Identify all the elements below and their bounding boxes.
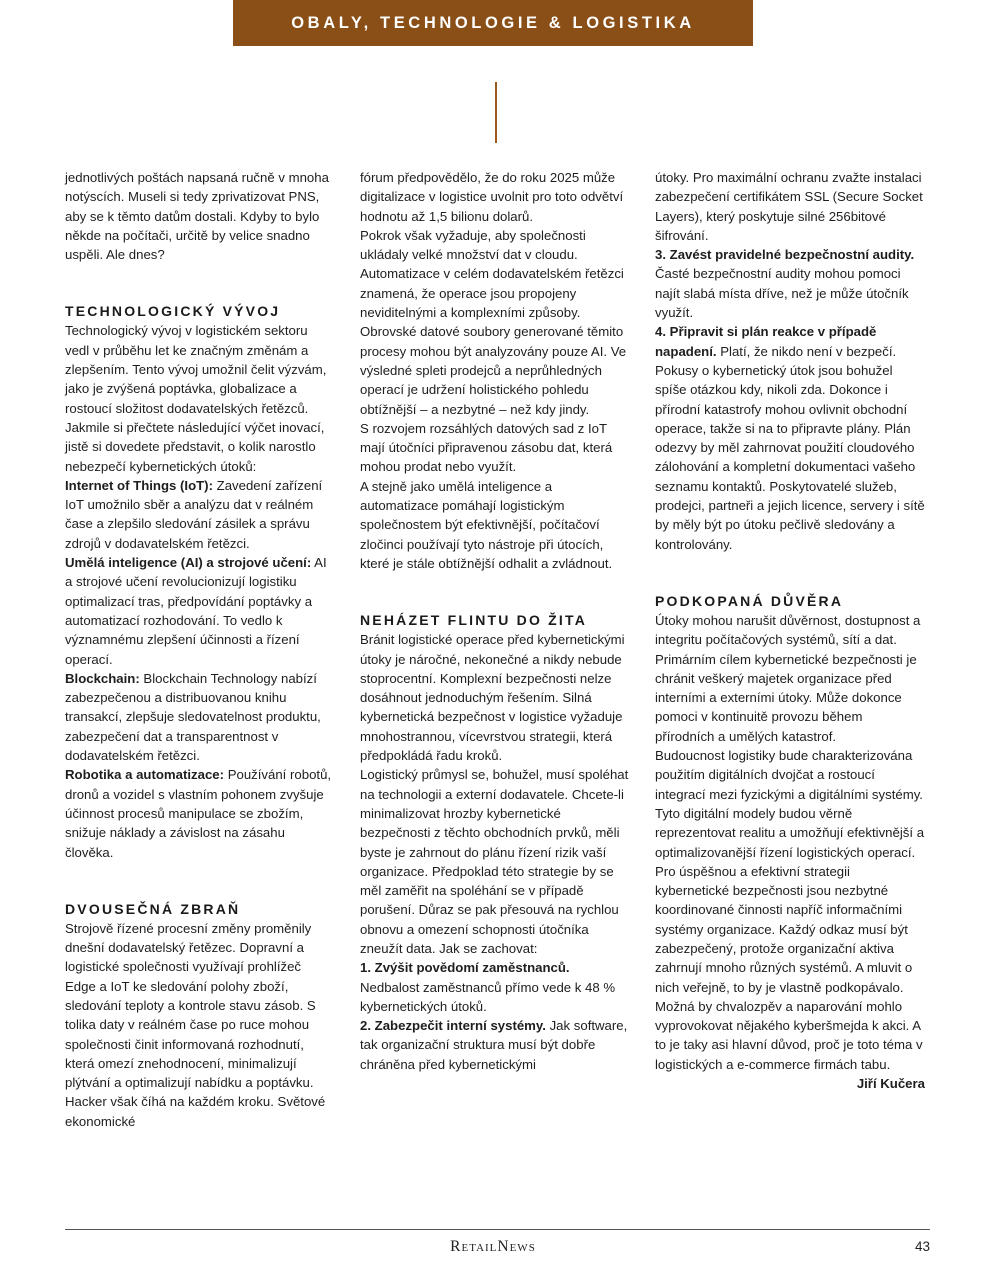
column-3 <box>655 168 925 1093</box>
item-label: Internet of Things (IoT): <box>65 477 213 493</box>
paragraph: Budoucnost logistiky bude charakterizována použitím digitálních dvojčat a rostoucí integrací mezi fyzickými a digitálními systémy. Tyto digitální modely budou věrně reprezentovat realitu a umožňují efektivnější a optimalizovanější řízení logistických operací. <box>655 748 925 860</box>
list-item-robotika <box>65 765 335 861</box>
footer-logo <box>0 1238 986 1256</box>
paragraph: Logistický průmysl se, bohužel, musí spoléhat na technologii a externí dodavatele. Chcete-li minimalizovat hrozby kybernetické bezpečnosti z těchto obchodních prvků, měli byste je zahrnout do plánu řízení rizik vaší organizace. Předpoklad této strategie by se měl zaměřit na spoléhání se v případě porušení. Důraz se pak přesouvá na rychlou obnovu a omezení schopnosti útočníka zneužít data. Jak se zachovat: <box>360 767 629 956</box>
heading-technologicky-vyvoj: TECHNOLOGICKÝ VÝVOJ <box>65 303 281 320</box>
footer-rule <box>65 1229 930 1230</box>
step-text: Časté bezpečnostní audity mohou pomoci najít slabá místa dříve, než je může útočník využít. <box>655 266 909 321</box>
step-3 <box>655 245 925 322</box>
list-item-iot <box>65 476 335 553</box>
list-item-blockchain <box>65 669 335 765</box>
page-number: 43 <box>914 1239 930 1254</box>
item-label: Blockchain: <box>65 670 140 686</box>
paragraph: A stejně jako umělá inteligence a automatizace pomáhají logistickým společnostem být efektivnější, počítačoví zločinci používají tyto nástroje při útocích, které je stále obtížnější odhalit a zvládnout. <box>360 478 613 571</box>
paragraph: Technologický vývoj v logistickém sektoru vedl v průběhu let ke značným změnám a zlepšením. Tento vývoj umožnil čelit výzvám, jako je zvýšená poptávka, globalizace a rostoucí složitost dodavatelských řetězců. Jakmile si přečtete následující výčet inovací, jistě si dovedete představit, o kolik narostlo nebezpečí kybernetických útoků: <box>65 323 327 474</box>
logo-text: RetailNews <box>450 1238 536 1255</box>
step-text: Platí, že nikdo není v bezpečí. Pokusy o kybernetický útok jsou bohužel spíše otázkou kdy, nikoli zda. Dokonce i přírodní katastrofy mohou ovlivnit obchodní operace, takže si na to připravte plány. Plán odezvy by měl zahrnovat použití cloudového zálohování a kompletní dokumentaci vašeho seznamu kontaktů. Poskytovatelé služeb, prodejci, partneři a jejich licence, servery i sítě by měly být po útoku pečlivě sledovány a kontrolovány. <box>655 343 925 552</box>
step-2 <box>360 1016 630 1074</box>
step-4 <box>655 322 925 554</box>
paragraph: Pokrok však vyžaduje, aby společnosti ukládaly velké množství dat v cloudu. Automatizace v celém dodavatelském řetězci znamená, že operace jsou propojeny neviditelnými a komplexními způsoby. Obrovské datové soubory generované těmito procesy mohou být analyzovány pouze AI. Ve výsledné spleti prodejců a neprůhledných operací je udržení holistického pohledu obtížnější – a nezbytné – než kdy jindy. <box>360 227 627 417</box>
paragraph: S rozvojem rozsáhlých datových sad z IoT mají útočníci připravenou zásobu dat, která mohou prodat nebo využít. <box>360 420 613 475</box>
item-text: Blockchain Technology nabízí zabezpečenou a distribuovanou knihu transakcí, zlepšuje sledovatelnost produktu, zabezpečení dat a transparentnost v dodavatelském řetězci. <box>65 670 321 764</box>
step-label: 4. Připravit si plán reakce v případě napadení. <box>655 324 877 359</box>
section-banner <box>233 0 753 46</box>
item-text: Zavedení zařízení IoT umožnilo sběr a analýzu dat v reálném čase a zlepšilo sledování zásilek a správu zdrojů v dodavatelském řetězci. <box>65 477 323 551</box>
section-title: OBALY, TECHNOLOGIE & LOGISTIKA <box>291 13 695 32</box>
item-label: Umělá inteligence (AI) a strojové učení: <box>65 555 312 571</box>
column-2 <box>360 168 630 1074</box>
step-text: Jak software, tak organizační struktura musí být dobře chráněna před kybernetickými <box>360 1018 628 1072</box>
paragraph: Pro úspěšnou a efektivní strategii kybernetické bezpečnosti jsou nezbytné koordinované činnosti napříč informačními systémy organizace. Každý odkaz musí být zabezpečený, protože organizační aktiva zahrnují mnoho různých systémů. A mluvit o nich veřejně, to by je vlastně podkopávalo. Možná by chvalozpěv a naparování mohlo vyprovokovat nějakého kyberšmejda k akci. A to je taky asi hlavní důvod, proč je toto téma v logistických a e-commerce firmách tabu. <box>655 863 923 1072</box>
item-text: Používání robotů, dronů a vozidel s vlastním pohonem zvyšuje účinnost procesů manipulace se zbožím, snižuje náklady a závislost na zásahu člověka. <box>65 767 332 860</box>
heading-podkopana-duvera: PODKOPANÁ DŮVĚRA <box>655 592 844 609</box>
step-1 <box>360 958 630 1016</box>
decorative-vertical-line <box>495 82 497 143</box>
column-1 <box>65 168 335 1131</box>
step-text: Nedbalost zaměstnanců přímo vede k 48 % kybernetických útoků. <box>360 979 616 1014</box>
author-name: Jiří Kučera <box>856 1076 925 1092</box>
heading-dvousecna-zbran: DVOUSEČNÁ ZBRAŇ <box>65 900 241 917</box>
paragraph: Útoky mohou narušit důvěrnost, dostupnost a integritu počítačových systémů, sítí a dat. Primárním cílem kybernetické bezpečnosti je chránit veškerý majetek organizace před interními a externími útoky. Může dokonce pomoci v kontinuitě provozu během přírodních a umělých katastrof. <box>655 612 921 744</box>
paragraph: jednotlivých poštách napsaná ručně v mnoha notýscích. Museli si tedy zprivatizovat PNS, aby se k těmto datům dostali. Kdyby to bylo někde na počítači, určitě by velice snadno uspěli. Ale dnes? <box>65 170 329 263</box>
paragraph: Strojově řízené procesní změny proměnily dnešní dodavatelský řetězec. Dopravní a logistické společnosti využívají prohlížeč Edge a IoT ke sledování polohy zboží, sledování teploty a kontrole stavu zásob. S tolika daty v reálném čase po ruce mohou společnosti činit informovaná rozhodnutí, která omezí znehodnocení, minimalizují plýtvání a optimalizují nabídku a poptávku. Hacker však číhá na každém kroku. Světové ekonomické <box>65 920 326 1129</box>
step-label: 1. Zvýšit povědomí zaměstnanců. <box>360 960 570 976</box>
step-label: 3. Zavést pravidelné bezpečnostní audity. <box>655 247 915 263</box>
paragraph: Bránit logistické operace před kybernetickými útoky je náročné, nekonečné a nikdy nebude stoprocentní. Komplexní bezpečnosti nelze dosáhnout jednoduchým řešením. Silná kybernetická bezpečnost v logistice vyžaduje mnohostrannou, vícevrstvou strategii, která předpokládá řadu kroků. <box>360 632 625 764</box>
list-item-ai <box>65 553 335 669</box>
step-label: 2. Zabezpečit interní systémy. <box>360 1018 546 1034</box>
item-label: Robotika a automatizace: <box>65 767 225 783</box>
heading-nehazet-flintu: NEHÁZET FLINTU DO ŽITA <box>360 612 588 629</box>
item-text: AI a strojové učení revolucionizují logistiku optimalizací tras, předpovídání poptávky a automatizací rozhodování. To vedlo k významnému zlepšení účinnosti a řízení operací. <box>65 555 327 667</box>
paragraph: fórum předpovědělo, že do roku 2025 může digitalizace v logistice uvolnit pro toto odvětví hodnotu až 1,5 bilionu dolarů. <box>360 170 624 224</box>
paragraph: útoky. Pro maximální ochranu zvažte instalaci zabezpečení certifikátem SSL (Secure Socket Layers), který poskytuje silné 256bitové šifrování. <box>655 170 923 243</box>
